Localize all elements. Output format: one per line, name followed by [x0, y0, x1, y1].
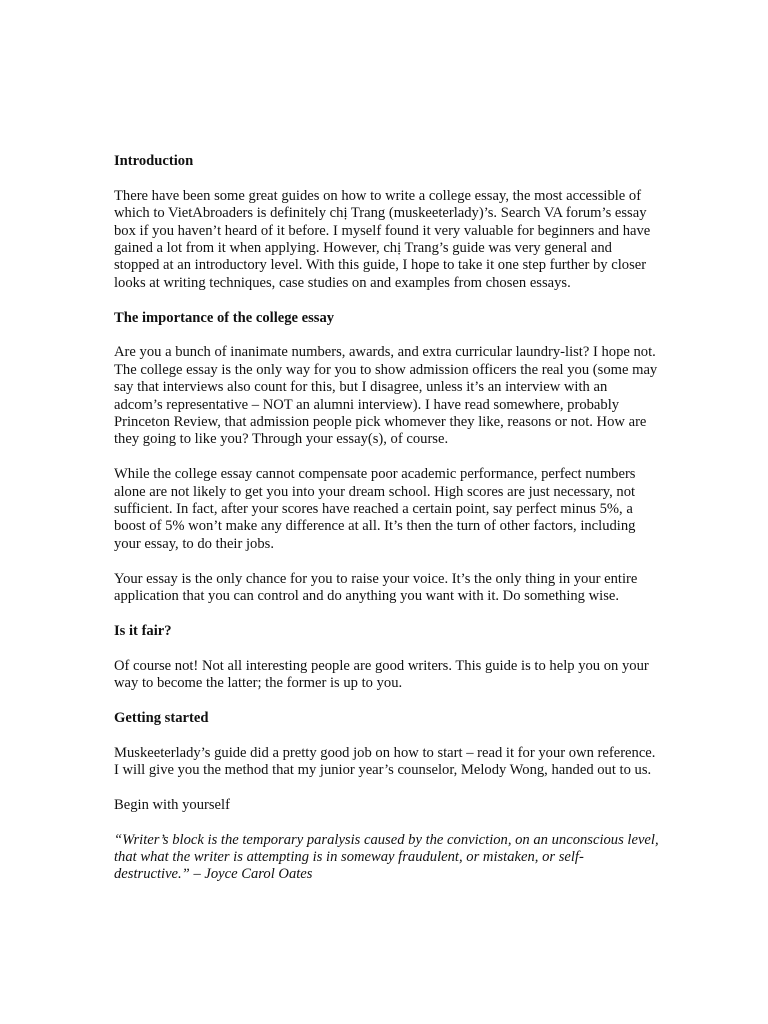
- intro-paragraph: There have been some great guides on how to write a college essay, the most accessible of which to VietAbroaders is definitely chị Trang (muskeeterlady)’s. Search VA forum’s essay box if you haven’t heard of it before. I myself found it very valuable for beginners and have gained a lot from it when applying. However, chị Trang’s guide was very general and stopped at an introductory level. With this guide, I hope to take it one step further by closer looks at writing techniques, case studies on and examples from chosen essays.: [114, 187, 651, 291]
- importance-paragraph-3: Your essay is the only chance for you to raise your voice. It’s the only thing in your entire application that you can control and do anything you want with it. Do something wise.: [114, 570, 638, 605]
- begin-with-yourself-line: Begin with yourself: [114, 796, 230, 813]
- heading-introduction: Introduction: [114, 153, 194, 169]
- document-body: [114, 153, 659, 901]
- getting-started-paragraph: Muskeeterlady’s guide did a pretty good job on how to start – read it for your own reference. I will give you the method that my junior year’s counselor, Melody Wong, handed out to us.: [114, 744, 656, 779]
- heading-importance: The importance of the college essay: [114, 309, 335, 326]
- fair-paragraph: Of course not! Not all interesting people are good writers. This guide is to help you on your way to become the latter; the former is up to you.: [114, 657, 649, 692]
- importance-paragraph-2: While the college essay cannot compensate poor academic performance, perfect numbers alone are not likely to get you into your dream school. High scores are just necessary, not sufficient. In fact, after your scores have reached a certain point, say perfect minus 5%, a boost of 5% won’t make any difference at all. It’s then the turn of other factors, including your essay, to do their jobs.: [114, 466, 636, 552]
- heading-fair: Is it fair?: [114, 622, 172, 639]
- importance-paragraph-1: Are you a bunch of inanimate numbers, awards, and extra curricular laundry-list? I hope not. The college essay is the only way for you to show admission officers the real you (some may say that interviews also count for this, but I disagree, unless it’s an interview with an adcom’s representative – NOT an alumni interview). I have read somewhere, probably Princeton Review, that admission people pick whomever they like, reasons or not. How are they going to like you? Through your essay(s), of course.: [114, 344, 658, 448]
- quote-paragraph: “Writer’s block is the temporary paralysis caused by the conviction, on an unconscious level, that what the writer is attempting is in someway fraudulent, or mistaken, or self-destructive.” – Joyce Carol Oates: [114, 831, 659, 883]
- heading-getting-started: Getting started: [114, 709, 209, 726]
